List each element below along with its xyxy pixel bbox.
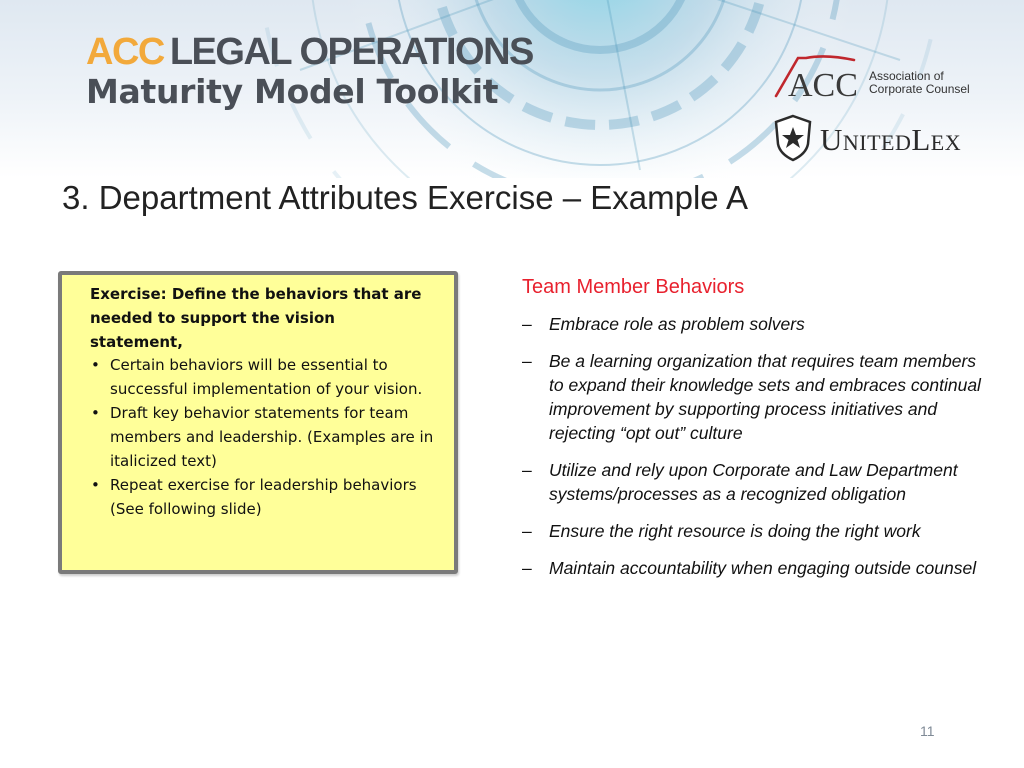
unitedlex-logo	[773, 114, 988, 162]
list-item: • Repeat exercise for leadership behaviors (See following slide)	[90, 473, 450, 521]
shield-star-icon	[773, 114, 813, 162]
acc-logo-text	[869, 70, 970, 96]
exercise-box	[58, 271, 458, 574]
unitedlex-wordmark: UnitedLex	[820, 122, 962, 157]
list-item: – Utilize and rely upon Corporate and Law Department systems/processes as a recognized obligation	[522, 458, 992, 506]
acc-mark-text: ACC	[788, 67, 858, 102]
list-item: – Ensure the right resource is doing the right work	[522, 519, 992, 543]
list-item: – Maintain accountability when engaging outside counsel	[522, 556, 992, 580]
acc-mark-icon	[772, 52, 868, 102]
toolkit-title-logo	[86, 32, 533, 112]
behaviors-list	[522, 312, 992, 580]
acc-logo	[772, 52, 984, 102]
list-item: – Be a learning organization that requires team members to expand their knowledge sets and embraces continual improvement by supporting process initiatives and rejecting “opt out” culture	[522, 349, 992, 445]
list-item: – Embrace role as problem solvers	[522, 312, 992, 336]
acc-logo-line1: Association of	[869, 69, 944, 83]
toolkit-subtitle: Maturity Model Toolkit	[86, 72, 499, 111]
list-item: • Draft key behavior statements for team members and leadership. (Examples are in italicized text)	[90, 401, 450, 473]
toolkit-legal-ops-text: LEGAL OPERATIONS	[169, 31, 533, 73]
team-member-behaviors	[522, 272, 992, 593]
page-title: 3. Department Attributes Exercise – Example A	[62, 179, 748, 216]
exercise-bullet-list	[90, 353, 450, 521]
toolkit-acc-text: ACC	[86, 31, 164, 73]
list-item: • Certain behaviors will be essential to successful implementation of your vision.	[90, 353, 450, 401]
exercise-heading: Exercise: Define the behaviors that are needed to support the vision statement,	[90, 285, 422, 351]
acc-logo-line2: Corporate Counsel	[869, 82, 970, 96]
behaviors-heading: Team Member Behaviors	[522, 276, 745, 298]
page-number: 11	[920, 723, 935, 739]
